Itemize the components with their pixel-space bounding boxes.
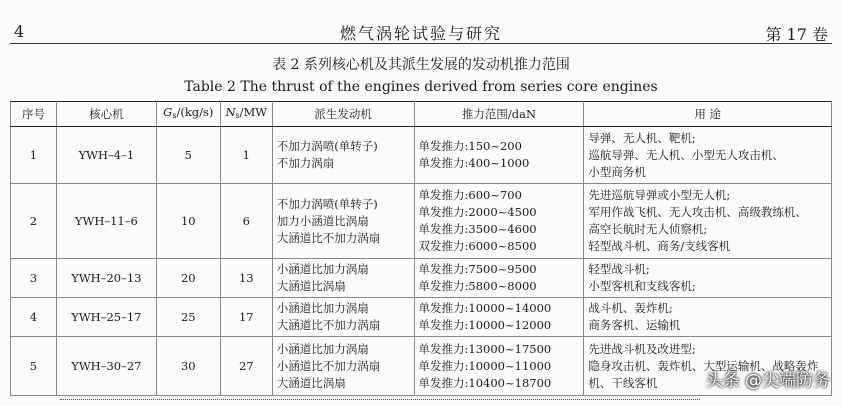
cell-derived: 不加力涡喷(单转子) 加力小涵道比涡扇 大涵道比不加力涡扇: [272, 184, 414, 259]
table-row: [11, 184, 832, 259]
table-caption-cn: 表 2 系列核心机及其派生发展的发动机推力范围: [272, 57, 570, 73]
table-caption-en: Table 2 The thrust of the engines derived from series core engines: [184, 79, 658, 95]
cell-gs: 25: [156, 298, 220, 337]
cell-ns: 1: [220, 127, 272, 184]
cell-gs: 5: [156, 127, 220, 184]
table-row: [11, 298, 832, 337]
cell-derived: 不加力涡喷(单转子) 不加力涡扇: [272, 127, 414, 184]
cell-index: 3: [11, 259, 57, 298]
cell-thrust: 单发推力:7500~9500 单发推力:5800~8000: [414, 259, 584, 298]
cell-ns: 27: [220, 337, 272, 396]
cell-derived: 小涵道比加力涡扇 小涵道比不加力涡扇 大涵道比涡扇: [272, 337, 414, 396]
cell-core: YWH–4–1: [56, 127, 156, 184]
header-usage: 用 途: [584, 102, 832, 127]
header-index: 序号: [11, 102, 57, 127]
cell-gs: 10: [156, 184, 220, 259]
cell-thrust: 单发推力:10000~14000 单发推力:10000~12000: [414, 298, 584, 337]
header-core: 核心机: [56, 102, 156, 127]
cell-usage: 轻型战斗机; 小型客机和支线客机;: [584, 259, 832, 298]
cell-thrust: 单发推力:150~200 单发推力:400~1000: [414, 127, 584, 184]
journal-title: 燃气涡轮试验与研究: [339, 24, 502, 43]
cell-derived: 小涵道比加力涡扇 大涵道比涡扇: [272, 259, 414, 298]
header-rule: [10, 43, 832, 44]
thrust-table: [10, 101, 832, 396]
cell-core: YWH–25–17: [56, 298, 156, 337]
cell-core: YWH–11–6: [56, 184, 156, 259]
cell-thrust: 单发推力:600~700 单发推力:2000~4500 单发推力:3500~4600 双发推力:6000~8500: [414, 184, 584, 259]
header-ns: $N_s/MW$: [220, 102, 272, 127]
header-derived: 派生发动机: [272, 102, 414, 127]
cell-index: 2: [11, 184, 57, 259]
cell-gs: 30: [156, 337, 220, 396]
page-number: 4: [14, 22, 25, 41]
header-gs: $G_s/(kg/s)$: [156, 102, 220, 127]
cell-ns: 6: [220, 184, 272, 259]
page-header: [0, 0, 842, 44]
cell-index: 4: [11, 298, 57, 337]
cell-ns: 17: [220, 298, 272, 337]
cell-core: YWH–20–13: [56, 259, 156, 298]
table-header-row: [11, 102, 832, 127]
cut-off-text-line: [60, 399, 700, 406]
cell-usage: 先进巡航导弹或小型无人机; 军用作战飞机、无人攻击机、高级教练机、 高空长航时无人侦察机; 轻型战斗机、商务/支线客机: [584, 184, 832, 259]
cell-thrust: 单发推力:13000~17500 单发推力:10000~11000 单发推力:10400~18700: [414, 337, 584, 396]
cell-ns: 13: [220, 259, 272, 298]
table-row: [11, 127, 832, 184]
watermark: 头条 @尖端防务: [705, 371, 830, 391]
cell-index: 5: [11, 337, 57, 396]
volume-label: 第 17 卷: [765, 25, 828, 44]
cell-usage: 先进战斗机及改进型; 隐身攻击机、轰炸机、大型运输机、战略轰炸 机、干线客机: [584, 337, 832, 396]
cell-usage: 战斗机、轰炸机; 商务客机、运输机: [584, 298, 832, 337]
header-thrust: 推力范围/daN: [414, 102, 584, 127]
cell-index: 1: [11, 127, 57, 184]
cell-gs: 20: [156, 259, 220, 298]
cell-usage: 导弹、无人机、靶机; 巡航导弹、无人机、小型无人攻击机、 小型商务机: [584, 127, 832, 184]
cell-core: YWH–30–27: [56, 337, 156, 396]
table-row: [11, 259, 832, 298]
cell-derived: 小涵道比加力涡扇 大涵道比不加力涡扇: [272, 298, 414, 337]
